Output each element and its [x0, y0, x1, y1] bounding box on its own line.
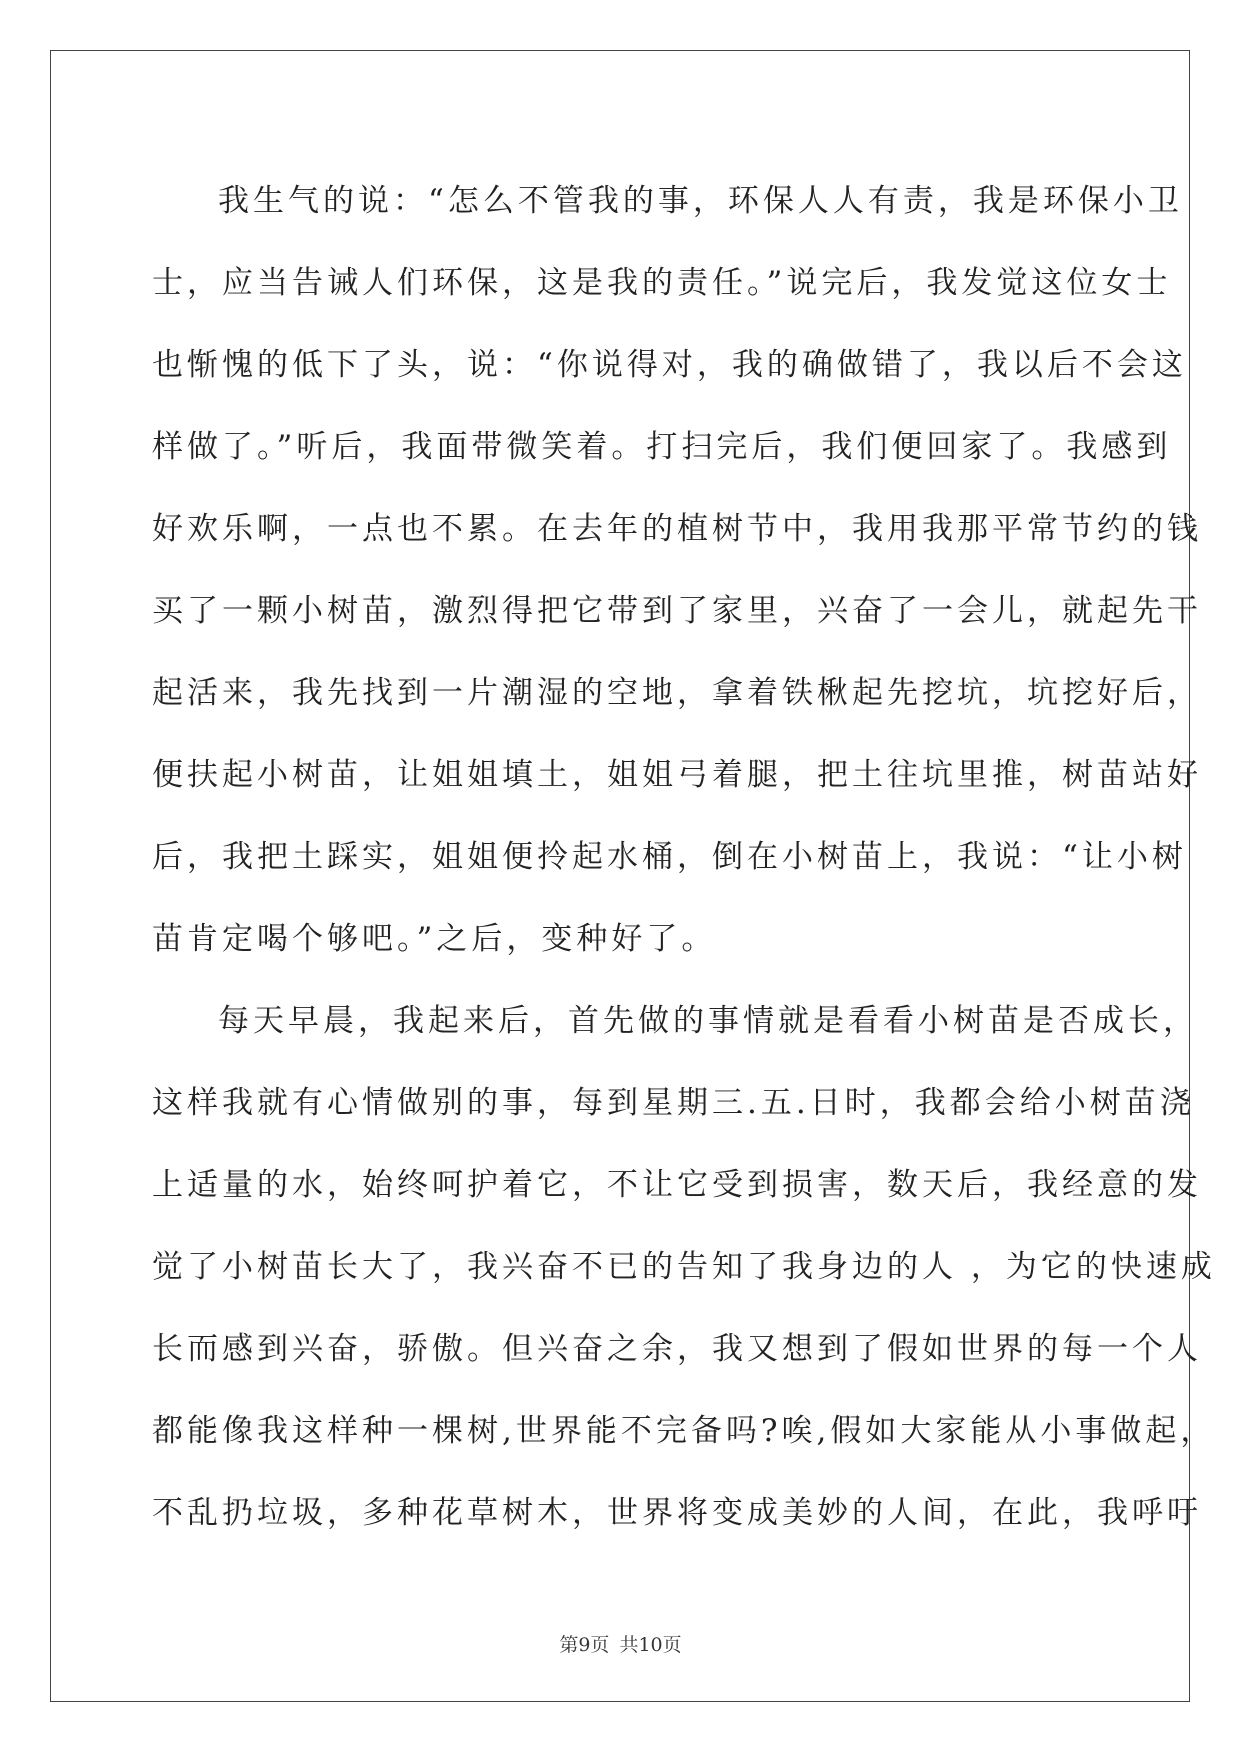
- text-line: 后，我把土踩实，姐姐便拎起水桶，倒在小树苗上，我说：“让小树: [152, 839, 1187, 875]
- text-line: 起活来，我先找到一片潮湿的空地，拿着铁楸起先挖坑，坑挖好后，: [152, 675, 1202, 711]
- text-line: 士，应当告诫人们环保，这是我的责任。”说完后，我发觉这位女士: [152, 265, 1172, 301]
- text-line: 都能像我这样种一棵树,世界能不完备吗?唉,假如大家能从小事做起，: [152, 1413, 1216, 1449]
- text-line: 也惭愧的低下了头，说：“你说得对，我的确做错了，我以后不会这: [152, 347, 1187, 383]
- text-line: 我生气的说：“怎么不管我的事，环保人人有责，我是环保小卫: [218, 183, 1183, 219]
- text-line: 上适量的水，始终呵护着它，不让它受到损害，数天后，我经意的发: [152, 1167, 1202, 1203]
- page-total: 共10页: [619, 1634, 682, 1656]
- text-line: 买了一颗小树苗，激烈得把它带到了家里，兴奋了一会儿，就起先干: [152, 593, 1202, 629]
- text-line: 便扶起小树苗，让姐姐填土，姐姐弓着腿，把土往坑里推，树苗站好: [152, 757, 1202, 793]
- text-line: 不乱扔垃圾，多种花草树木，世界将变成美妙的人间，在此，我呼吁: [152, 1495, 1202, 1531]
- text-line: 样做了。”听后，我面带微笑着。打扫完后，我们便回家了。我感到: [152, 429, 1172, 465]
- page-footer: [0, 1630, 1241, 1657]
- text-line: 每天早晨，我起来后，首先做的事情就是看看小树苗是否成长，: [218, 1003, 1198, 1039]
- text-line: 好欢乐啊，一点也不累。在去年的植树节中，我用我那平常节约的钱: [152, 511, 1202, 547]
- text-line: 觉了小树苗长大了，我兴奋不已的告知了我身边的人 ，为它的快速成: [152, 1249, 1216, 1285]
- text-line: 这样我就有心情做别的事，每到星期三.五.日时，我都会给小树苗浇: [152, 1085, 1195, 1121]
- text-line: 苗肯定喝个够吧。”之后，变种好了。: [152, 921, 717, 957]
- text-line: 长而感到兴奋，骄傲。但兴奋之余，我又想到了假如世界的每一个人: [152, 1331, 1202, 1367]
- document-body: [152, 160, 1216, 1554]
- page-number: 第9页: [559, 1634, 610, 1656]
